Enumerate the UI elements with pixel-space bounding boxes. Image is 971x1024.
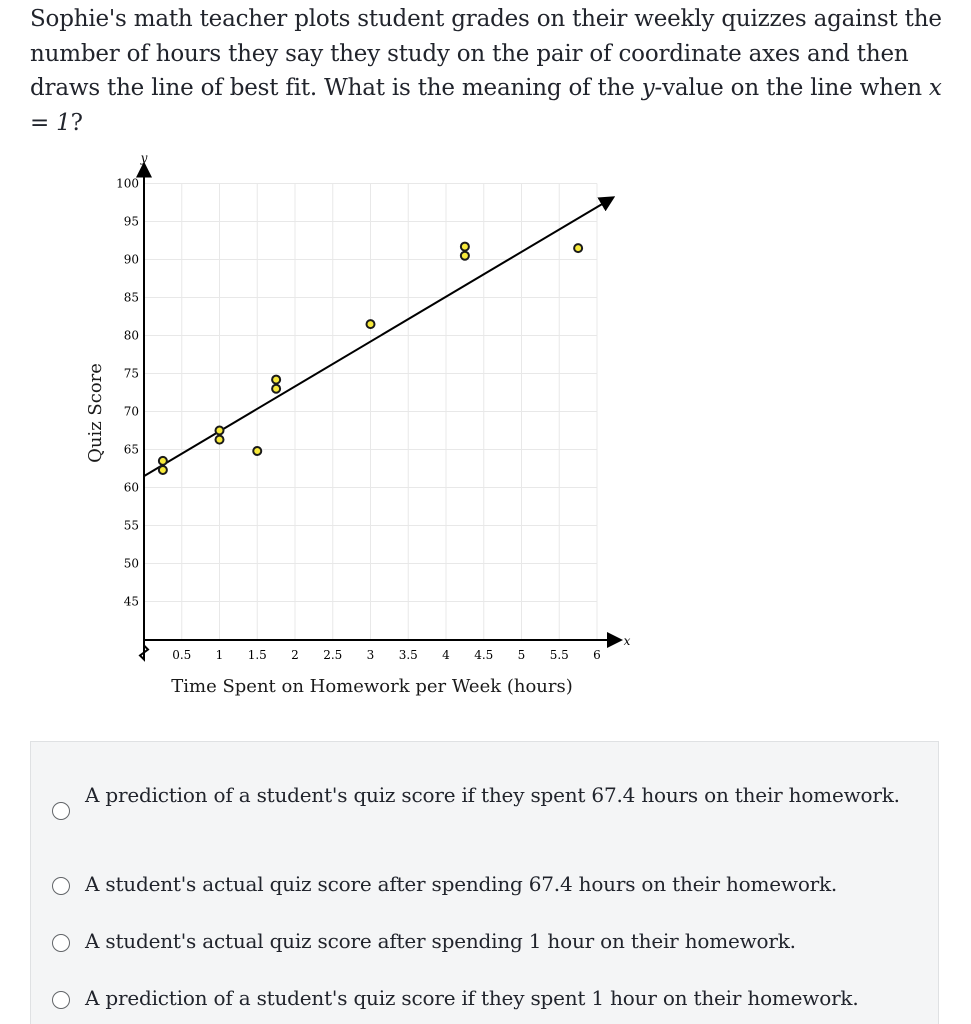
x-tick-label: 2.5 [323, 648, 343, 662]
y-axis-line [140, 170, 148, 660]
y-tick-label: 90 [123, 252, 139, 267]
x-tick-label: 6 [593, 648, 601, 662]
choice-2-text: A student's actual quiz score after spending 67.4 hours on their homework. [85, 872, 838, 896]
chart-grid [144, 184, 597, 641]
x-axis-name: x [623, 634, 631, 648]
choice-3-radio[interactable] [52, 934, 70, 952]
question-text-middle: -value on the line when [654, 75, 929, 101]
data-point [367, 320, 375, 328]
data-point [216, 427, 224, 435]
y-tick-labels [116, 177, 139, 609]
choice-2-radio[interactable] [52, 877, 70, 895]
choice-3[interactable] [31, 926, 938, 962]
y-tick-label: 85 [123, 290, 139, 305]
question-equation: x = 1 [30, 75, 942, 136]
data-point [272, 376, 280, 384]
chart-axes [140, 170, 615, 660]
choice-4-radio[interactable] [52, 991, 70, 1009]
data-point [461, 252, 469, 260]
data-point [216, 436, 224, 444]
y-tick-label: 50 [123, 556, 139, 571]
data-point [272, 385, 280, 393]
y-tick-label: 100 [116, 176, 139, 191]
y-tick-label: 95 [123, 214, 139, 229]
data-point [159, 466, 167, 474]
y-tick-label: 70 [123, 404, 139, 419]
x-tick-label: 5.5 [549, 648, 569, 662]
data-point [159, 457, 167, 465]
x-tick-label: 1 [215, 648, 224, 662]
choice-3-text: A student's actual quiz score after spending 1 hour on their homework. [85, 929, 796, 953]
data-point [461, 243, 469, 251]
y-tick-label: 55 [123, 518, 139, 533]
x-axis-title: Time Spent on Homework per Week (hours) [171, 676, 573, 697]
y-tick-label: 65 [123, 442, 139, 457]
question-text-end: ? [70, 109, 83, 136]
x-tick-label: 0.5 [172, 648, 192, 662]
x-tick-label: 1.5 [247, 648, 267, 662]
answer-choices [30, 741, 939, 1024]
x-tick-label: 3.5 [398, 648, 418, 662]
y-tick-label: 80 [123, 328, 139, 343]
question-variable-y: y [641, 75, 655, 101]
y-axis-name: y [140, 151, 148, 165]
choice-1[interactable] [31, 780, 938, 846]
choice-2[interactable] [31, 869, 938, 905]
x-tick-label: 3 [366, 648, 375, 662]
y-tick-label: 60 [123, 480, 139, 495]
x-tick-label: 5 [517, 648, 526, 662]
y-axis-title: Quiz Score [85, 363, 106, 463]
choice-4[interactable] [31, 983, 938, 1019]
question-text-start: Sophie's math teacher plots student grades on their weekly quizzes against the number of hours they say they study on the pair of coordinate axes and then draws the line of best fit. What is the meaning of the [30, 6, 942, 101]
choice-1-radio[interactable] [52, 802, 70, 820]
choice-1-text: A prediction of a student's quiz score if they spent 67.4 hours on their homework. [85, 783, 900, 807]
x-tick-label: 2 [291, 648, 299, 662]
y-tick-label: 75 [123, 366, 139, 381]
data-point [574, 244, 582, 252]
x-tick-label: 4 [442, 648, 450, 662]
line-of-best-fit [144, 200, 608, 476]
x-tick-labels [172, 648, 601, 662]
x-tick-label: 4.5 [474, 648, 494, 662]
y-tick-label: 45 [123, 594, 139, 609]
choice-4-text: A prediction of a student's quiz score if they spent 1 hour on their homework. [85, 986, 859, 1010]
data-point [253, 447, 261, 455]
